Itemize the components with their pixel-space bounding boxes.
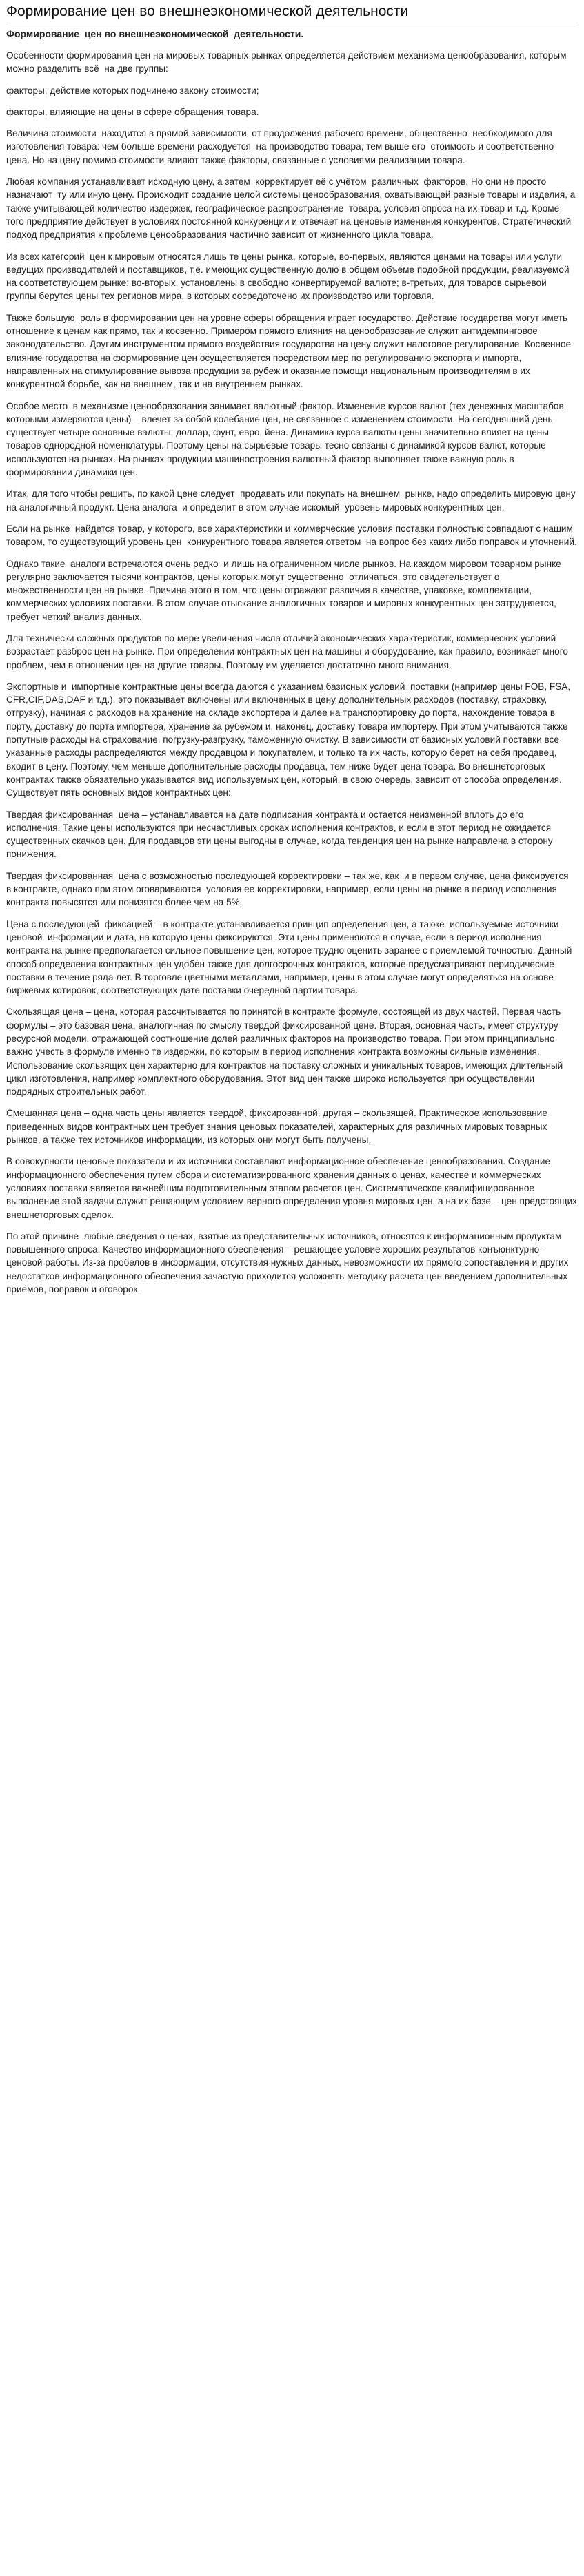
article-body	[6, 49, 578, 1296]
paragraph: Также большую роль в формировании цен на уровне сферы обращения играет государство. Действие государства могут иметь отношение к ценам как прямо, так и косвенно. Примером прямого влияния на ценообразование служит антидемпинговое законодательство. Другим инструментом прямого воздействия государства на цену служит налоговое регулирование. Косвенное влияние государства на формирование цен осуществляется посредством мер по регулированию экспорта и импорта, направленных на стимулирование вывоза продукции за рубеж и оказание помощи национальным производителям в их конкурентной борьбе, как на внешнем, так и на внутреннем рынках.	[6, 312, 574, 390]
paragraph: Однако такие аналоги встречаются очень редко и лишь на ограниченном числе рынков. На каждом мировом товарном рынке регулярно заключается тысячи контрактов, цены которых могут существенно отличаться, это свидетельствует о множественности цен на рынке. Причина этого в том, что цены отражают различия в качестве, упаковке, комплектации, коммерческих условиях поставки. В этом случае отыскание аналогичных товаров и мировых конкурентных цен затрудняется, требует четкий анализ данных.	[6, 558, 567, 622]
paragraph: В совокупности ценовые показатели и их источники составляют информационное обеспечение ценообразования. Создание информационного обеспечения путем сбора и систематизированного хранения данных о ценах, качестве и коммерческих условиях поставки является важнейшим подготовительным этапом расчетов цен. Систематическое квалифицированное выполнение этой задачи служит решающим условием верного определения уровня мировых цен, а на их базе – цен предстоящих внешнеторговых сделок.	[6, 1156, 580, 1220]
paragraph: факторы, действие которых подчинено закону стоимости;	[6, 85, 259, 96]
paragraph: По этой причине любые сведения о ценах, взятые из представительных источников, относятся к информационным продуктам повышенного спроса. Качество информационного обеспечения – решающее условие хороших результатов конъюнктурно-ценовой работы. Из-за пробелов в информации, отсутствия нужных данных, невозможности их прямого сопоставления и других недостатков информационного обеспечения зачастую приходится усложнять методику расчета цен введением дополнительных приемов, поправок и оговорок.	[6, 1230, 572, 1295]
paragraph: факторы, влияющие на цены в сфере обращения товара.	[6, 106, 259, 117]
paragraph: Цена с последующей фиксацией – в контракте устанавливается принцип определения цен, а также используемые источники ценовой информации и дата, на которую цены фиксируются. Эти цены применяются в случае, если в период исполнения контракта на рынке предполагается сильное повышение цен, которое трудно оценить заранее с приемлемой точностью. Данный способ определения контрактных цен удобен также для долгосрочных контрактов, которые предусматривают периодические поставки в течение ряда лет. В торговле цветными металлами, например, цены в этом случае могут определяться на основе биржевых котировок, соответствующих дате поставки очередной партии товара.	[6, 918, 575, 996]
paragraph: Смешанная цена – одна часть цены является твердой, фиксированной, другая – скользящей. Практическое использование приведенных видов контрактных цен требует знания ценовых показателей, характерных для различных мировых товарных рынков, а также тех источников информации, из которых они могут быть получены.	[6, 1108, 550, 1146]
article	[0, 3, 584, 1307]
paragraph: Для технически сложных продуктов по мере увеличения числа отличий экономических характеристик, коммерческих условий возрастает разброс цен на рынке. При определении контрактных цен на машины и оборудование, как правило, возникает много проблем, чем в отношении цен на другие товары. Поэтому им уделяется достаточно много внимания.	[6, 632, 571, 670]
paragraph: Особое место в механизме ценообразования занимает валютный фактор. Изменение курсов валют (тех денежных масштабов, которыми измеряются цены) – влечет за собой колебание цен, не связанное с изменением стоимости. На сегодняшний день существует четыре основные валюты: доллар, фунт, евро, йена. Динамика курса валюты цены значительно влияет на цены товаров однородной номенклатуры. Поэтому цены на сырьевые товары тесно связаны с динамикой курсов валют, которые используются на рынках. На рынках продукции машиностроения валютный фактор выполняет также важную роль в формировании динамики цен.	[6, 400, 570, 478]
article-subtitle: Формирование цен во внешнеэкономической деятельности.	[6, 28, 304, 39]
paragraph: Любая компания устанавливает исходную цену, а затем корректирует её с учётом различных факторов. Но они не просто назначают ту или иную цену. Происходит создание целой системы ценообразования, охватывающей разные товары и изделия, а также учитывающей количество издержек, географическое распространение товара, условия спроса на их товар и т.д. Кроме того предприятие действует в условиях постоянной конкуренции и отвечает на ценовые изменения конкурентов. Стратегический подход предприятия к проблеме ценообразования частично зависит от жизненного цикла товара.	[6, 176, 578, 240]
paragraph: Если на рынке найдется товар, у которого, все характеристики и коммерческие условия поставки полностью совпадают с нашим товаром, то существующий уровень цен конкурентного товара является ответом на вопрос без каких либо поправок и уточнений.	[6, 523, 578, 548]
paragraph: Скользящая цена – цена, которая рассчитывается по принятой в контракте формуле, состоящей из двух частей. Первая часть формулы – это базовая цена, аналогичная по смыслу твердой фиксированной цене. Вторая, основная часть, имеет структуру ресурсной модели, отражающей соотношение долей различных факторов на производство товара. При этом принципиально важно учесть в формуле именно те издержки, по которым в период исполнения контракта возможны сильные изменения. Использование скользящих цен характерно для контрактов на поставку сложных и уникальных товаров, имеющих длительный цикл изготовления, например комплектного оборудования. Этот вид цен также широко используется при осуществлении подрядных строительных работ.	[6, 1007, 565, 1098]
paragraph: Твердая фиксированная цена – устанавливается на дате подписания контракта и остается неизменной вплоть до его исполнения. Такие цены используются при несчастливых сроках исполнения контрактов, и если в этот период не ожидается существенных скачков цен. Для продавцов эти цены выгодны в случае, когда тенденция цен на рынке направлена в сторону понижения.	[6, 809, 556, 860]
paragraph: Величина стоимости находится в прямой зависимости от продолжения рабочего времени, общественно необходимого для изготовления товара: чем больше времени расходуется на производство товара, тем выше его стоимость и соответственно цена. Но на цену помимо стоимости влияют также факторы, связанные с условиями реализации товара.	[6, 128, 556, 165]
paragraph: Из всех категорий цен к мировым относятся лишь те цены рынка, которые, во-первых, являются ценами на товары или услуги ведущих производителей и поставщиков, т.е. имеющих существенную долю в общем объеме подобной продукции, реализуемой на соответствующем рынке; во-вторых, установлены в свободно конвертируемой валюте; в-третьих, для товаров сырьевой группы берутся цены тех регионов мира, в которых сосредоточено их производство или торговля.	[6, 251, 572, 302]
paragraph: Твердая фиксированная цена с возможностью последующей корректировки – так же, как и в первом случае, цена фиксируется в контракте, однако при этом оговариваются условия ее корректировки, например, если цены на рынке в период исполнения контракта повысятся или понизятся более чем на 5%.	[6, 870, 574, 908]
paragraph: Экспортные и импортные контрактные цены всегда даются с указанием базисных условий поставки (например цены FOB, FSA, CFR,CIF,DAS,DAF и т.д.), это показывает включены или включенных в цену дополнительных расходов (поставку, страховку, отгрузку), начиная с расходов на хранение на складе экспортера и далее на транспортировку до порта, нахождение товара в порту, доставку до порта импортера, хранение за рубежом и, наконец, доставку товара импортеру. При этом учитываются также попутные расходы на страхование, погрузку-разгрузку, таможенную очистку. В зависимости от базисных условий поставки все указанные расходы распределяются между продавцом и покупателем, и только та их часть, которую берет на себя продавец, входит в цену. Поэтому, чем меньше дополнительные расходы продавца, тем ниже будет цена товара. Во внешнеторговых контрактах также обязательно указывается вид используемых цен, который, в свою очередь, зависит от способа определения. Существует пять основных видов контрактных цен:	[6, 681, 573, 798]
page-title: Формирование цен во внешнеэкономической деятельности	[6, 3, 578, 23]
paragraph: Итак, для того чтобы решить, по какой цене следует продавать или покупать на внешнем рынке, надо определить мировую цену на аналогичный продукт. Цена аналога и определит в этом случае искомый уровень мировых конкурентных цен.	[6, 488, 578, 513]
paragraph: Особенности формирования цен на мировых товарных рынках определяется действием механизма ценообразования, которым можно разделить всё на две группы:	[6, 50, 570, 74]
